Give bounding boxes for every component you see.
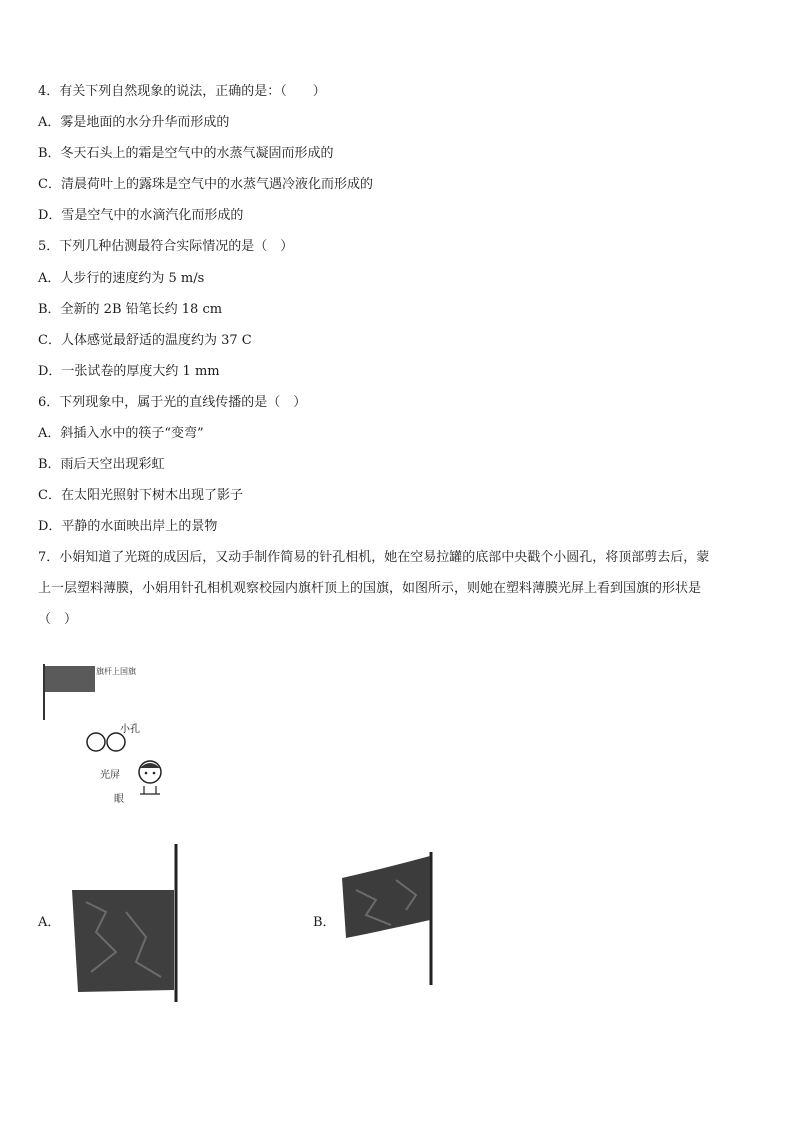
q7-stem-line3: （ ）: [38, 612, 78, 627]
q7-option-a-figure: [66, 842, 186, 1011]
q7-stem-line2: 上一层塑料薄膜，小娟用针孔相机观察校园内旗杆顶上的国旗，如图所示，则她在塑料薄膜光屏上看到国旗的形状是: [38, 581, 702, 596]
q4-option-d: D．雪是空气中的水滴汽化而形成的: [38, 208, 244, 223]
q7-option-b-label: B．: [313, 915, 336, 930]
q4-option-b: B．冬天石头上的霜是空气中的水蒸气凝固而形成的: [38, 146, 334, 161]
q7-option-b-figure: [336, 850, 446, 994]
option-b-flag: [342, 856, 430, 938]
q6-option-b: B．雨后天空出现彩虹: [38, 457, 165, 472]
q6-option-c: C．在太阳光照射下树木出现了影子: [38, 488, 243, 503]
q7-stem-line1: 7．小娟知道了光斑的成因后，又动手制作简易的针孔相机，她在空易拉罐的底部中央戳个小圆孔，将顶部剪去后，蒙: [38, 550, 710, 565]
option-a-flag-illustration: [66, 842, 186, 1007]
can-bottom-circle: [87, 733, 105, 751]
q5-stem: 5．下列几种估测最符合实际情况的是（ ）: [38, 239, 294, 254]
pinhole-camera-figure: [38, 660, 168, 810]
film-label: 光屏: [100, 770, 120, 781]
q4-stem: 4．有关下列自然现象的说法，正确的是：（ ）: [38, 84, 326, 99]
q7-option-a-label: A．: [38, 915, 61, 930]
flag-caption: 旗杆上国旗: [96, 667, 136, 676]
q5-option-d: D．一张试卷的厚度大约 1 mm: [38, 364, 220, 379]
pinhole-label: 小孔: [120, 724, 140, 735]
eye-note: 眼: [114, 794, 124, 805]
q6-stem: 6．下列现象中，属于光的直线传播的是（ ）: [38, 395, 307, 410]
pinhole-camera-illustration: [38, 660, 168, 810]
flag-shape: [45, 666, 95, 692]
q5-option-b: B．全新的 2B 铅笔长约 18 cm: [38, 302, 223, 317]
q5-option-a: A．人步行的速度约为 5 m/s: [38, 271, 205, 286]
q6-option-a: A．斜插入水中的筷子“变弯”: [38, 426, 204, 441]
can-top-circle: [107, 733, 125, 751]
q6-option-d: D．平静的水面映出岸上的景物: [38, 519, 218, 534]
q5-option-c: C．人体感觉最舒适的温度约为 37 C: [38, 333, 252, 348]
q4-option-a: A．雾是地面的水分升华而形成的: [38, 115, 230, 130]
q4-option-c: C．清晨荷叶上的露珠是空气中的水蒸气遇冷液化而形成的: [38, 177, 373, 192]
option-b-flag-illustration: [336, 850, 446, 990]
